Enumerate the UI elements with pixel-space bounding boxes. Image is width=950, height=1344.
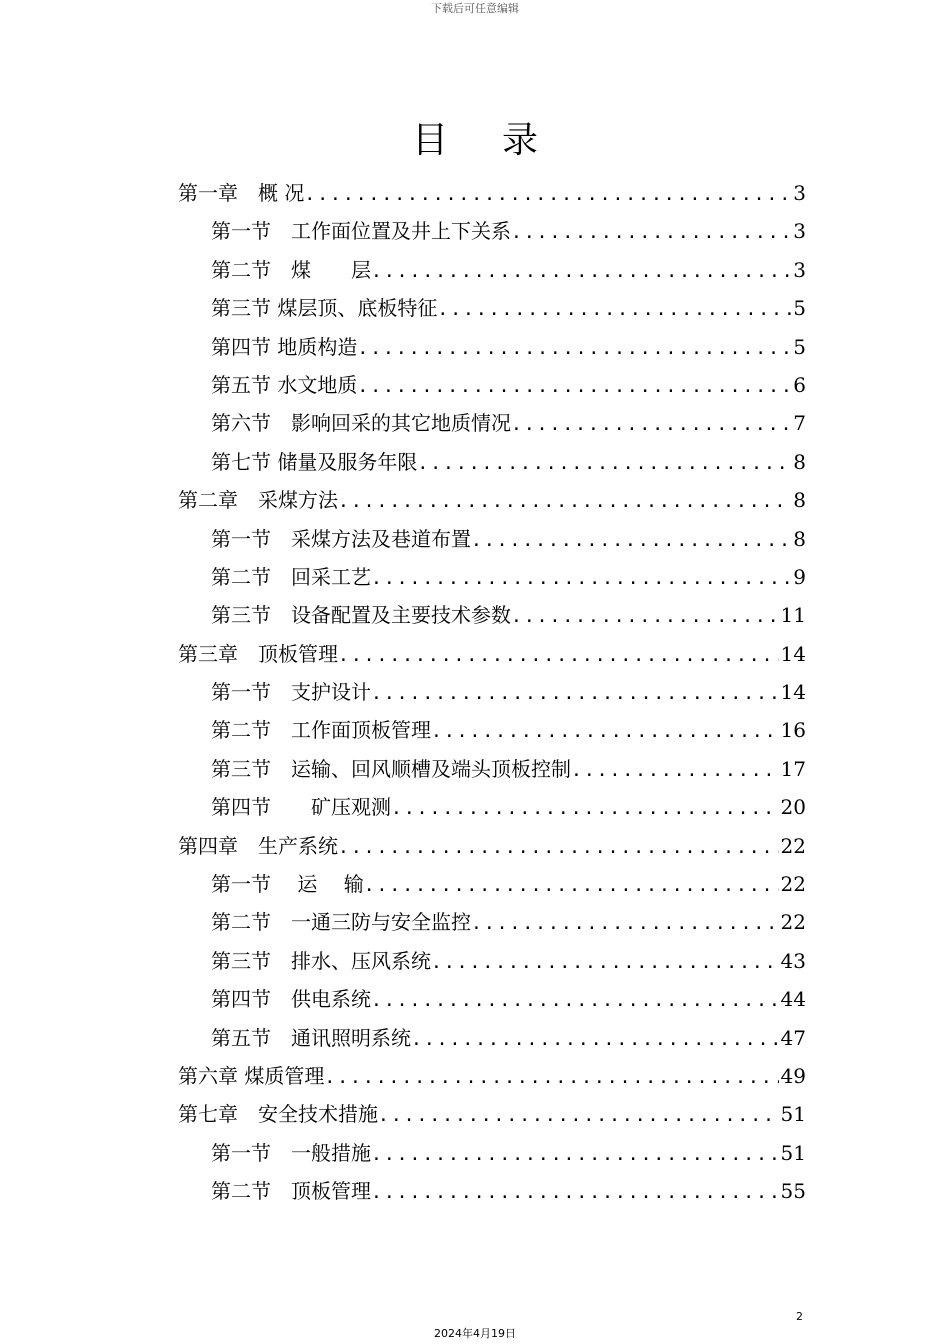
toc-section-entry[interactable] bbox=[178, 520, 806, 558]
toc-entry-title: 第一节 工作面位置及井上下关系 bbox=[211, 219, 511, 244]
toc-section-entry[interactable] bbox=[178, 289, 806, 327]
toc-section-entry[interactable] bbox=[178, 558, 806, 596]
toc-entry-title: 第一节 运 输 bbox=[211, 872, 364, 897]
toc-entry-page: 22 bbox=[780, 872, 806, 897]
toc-chapter-entry[interactable] bbox=[178, 1057, 806, 1095]
toc-entry-page: 14 bbox=[780, 641, 806, 666]
toc-dot-leader bbox=[338, 829, 779, 867]
toc-entry-title: 第二节 煤 层 bbox=[211, 257, 371, 282]
toc-entry-page: 5 bbox=[793, 296, 806, 321]
toc-entry-page: 51 bbox=[780, 1102, 806, 1127]
toc-dot-leader bbox=[371, 675, 779, 713]
toc-entry-title: 第三节 煤层顶、底板特征 bbox=[211, 296, 438, 321]
toc-dot-leader bbox=[431, 713, 779, 751]
toc-dot-leader bbox=[511, 214, 791, 252]
toc-section-entry[interactable] bbox=[178, 366, 806, 404]
toc-entry-title: 第七章 安全技术措施 bbox=[178, 1102, 378, 1127]
toc-entry-title: 第六章 煤质管理 bbox=[178, 1063, 325, 1088]
toc-dot-leader bbox=[471, 522, 791, 560]
toc-entry-title: 第四章 生产系统 bbox=[178, 833, 338, 858]
toc-entry-page: 44 bbox=[780, 987, 806, 1012]
toc-dot-leader bbox=[324, 1059, 778, 1097]
toc-entry-page: 14 bbox=[780, 680, 806, 705]
toc-dot-leader bbox=[378, 1097, 779, 1135]
toc-dot-leader bbox=[511, 406, 791, 444]
toc-entry-title: 第三章 顶板管理 bbox=[178, 641, 338, 666]
toc-dot-leader bbox=[304, 176, 791, 214]
toc-entry-page: 3 bbox=[793, 219, 806, 244]
toc-entry-page: 3 bbox=[793, 257, 806, 282]
toc-entry-page: 17 bbox=[780, 756, 806, 781]
toc-dot-leader bbox=[431, 944, 779, 982]
table-of-contents bbox=[178, 174, 806, 1211]
toc-section-entry[interactable] bbox=[178, 328, 806, 366]
toc-entry-page: 6 bbox=[793, 372, 806, 397]
header-note: 下载后可任意编辑 bbox=[431, 2, 519, 15]
toc-section-entry[interactable] bbox=[178, 750, 806, 788]
toc-entry-page: 51 bbox=[780, 1140, 806, 1165]
toc-entry-page: 20 bbox=[780, 795, 806, 820]
toc-entry-title: 第六节 影响回采的其它地质情况 bbox=[211, 411, 511, 436]
toc-entry-page: 5 bbox=[793, 334, 806, 359]
toc-dot-leader bbox=[391, 790, 779, 828]
toc-section-entry[interactable] bbox=[178, 673, 806, 711]
toc-chapter-entry[interactable] bbox=[178, 1095, 806, 1133]
toc-entry-title: 第二章 采煤方法 bbox=[178, 488, 338, 513]
toc-entry-title: 第三节 设备配置及主要技术参数 bbox=[211, 603, 511, 628]
toc-section-entry[interactable] bbox=[178, 1019, 806, 1057]
toc-dot-leader bbox=[338, 637, 779, 675]
toc-entry-title: 第七节 储量及服务年限 bbox=[211, 449, 418, 474]
toc-entry-title: 第一章 概 况 bbox=[178, 181, 305, 205]
toc-section-entry[interactable] bbox=[178, 443, 806, 481]
toc-entry-page: 55 bbox=[780, 1179, 806, 1204]
toc-entry-title: 第二节 一通三防与安全监控 bbox=[211, 910, 471, 935]
toc-chapter-entry[interactable] bbox=[178, 827, 806, 865]
toc-entry-page: 8 bbox=[793, 526, 806, 551]
toc-dot-leader bbox=[571, 752, 779, 790]
toc-entry-page: 11 bbox=[780, 603, 806, 628]
toc-dot-leader bbox=[371, 1174, 779, 1212]
toc-entry-title: 第二节 顶板管理 bbox=[211, 1179, 371, 1204]
toc-entry-page: 9 bbox=[793, 564, 806, 589]
toc-section-entry[interactable] bbox=[178, 903, 806, 941]
toc-section-entry[interactable] bbox=[178, 942, 806, 980]
toc-dot-leader bbox=[511, 598, 779, 636]
toc-dot-leader bbox=[437, 291, 791, 329]
toc-dot-leader bbox=[471, 905, 779, 943]
toc-chapter-entry[interactable] bbox=[178, 481, 806, 519]
toc-section-entry[interactable] bbox=[178, 865, 806, 903]
toc-entry-page: 49 bbox=[780, 1063, 806, 1088]
toc-entry-title: 第一节 支护设计 bbox=[211, 680, 371, 705]
toc-dot-leader bbox=[371, 982, 779, 1020]
toc-section-entry[interactable] bbox=[178, 251, 806, 289]
toc-dot-leader bbox=[371, 560, 791, 598]
toc-dot-leader bbox=[338, 483, 791, 521]
toc-dot-leader bbox=[411, 1021, 779, 1059]
toc-chapter-entry[interactable] bbox=[178, 174, 806, 212]
footer-date: 2024年4月19日 bbox=[434, 1327, 516, 1340]
toc-entry-title: 第四节 矿压观测 bbox=[211, 795, 391, 820]
toc-entry-page: 7 bbox=[793, 411, 806, 436]
toc-entry-title: 第一节 采煤方法及巷道布置 bbox=[211, 526, 471, 551]
toc-entry-page: 43 bbox=[780, 948, 806, 973]
toc-entry-page: 16 bbox=[780, 718, 806, 743]
toc-entry-title: 第五节 通讯照明系统 bbox=[211, 1025, 411, 1050]
toc-section-entry[interactable] bbox=[178, 596, 806, 634]
toc-chapter-entry[interactable] bbox=[178, 635, 806, 673]
toc-entry-page: 3 bbox=[793, 181, 806, 205]
toc-section-entry[interactable] bbox=[178, 212, 806, 250]
toc-section-entry[interactable] bbox=[178, 1172, 806, 1210]
toc-entry-title: 第五节 水文地质 bbox=[211, 372, 358, 397]
toc-dot-leader bbox=[364, 867, 779, 905]
toc-entry-title: 第四节 供电系统 bbox=[211, 987, 371, 1012]
toc-dot-leader bbox=[357, 330, 791, 368]
toc-dot-leader bbox=[357, 368, 791, 406]
toc-entry-title: 第三节 运输、回风顺槽及端头顶板控制 bbox=[211, 756, 571, 781]
toc-section-entry[interactable] bbox=[178, 1134, 806, 1172]
toc-section-entry[interactable] bbox=[178, 711, 806, 749]
toc-section-entry[interactable] bbox=[178, 980, 806, 1018]
toc-entry-title: 第四节 地质构造 bbox=[211, 334, 358, 359]
toc-entry-page: 8 bbox=[793, 449, 806, 474]
toc-dot-leader bbox=[371, 253, 791, 291]
toc-entry-page: 47 bbox=[780, 1025, 806, 1050]
toc-entry-title: 第三节 排水、压风系统 bbox=[211, 948, 431, 973]
page-number: 2 bbox=[796, 1310, 803, 1323]
toc-section-entry[interactable] bbox=[178, 404, 806, 442]
toc-entry-page: 22 bbox=[780, 910, 806, 935]
toc-entry-page: 8 bbox=[793, 488, 806, 513]
toc-dot-leader bbox=[371, 1136, 779, 1174]
toc-dot-leader bbox=[417, 445, 791, 483]
toc-entry-title: 第二节 工作面顶板管理 bbox=[211, 718, 431, 743]
toc-title: 目录 bbox=[411, 120, 592, 161]
toc-entry-page: 22 bbox=[780, 833, 806, 858]
toc-section-entry[interactable] bbox=[178, 788, 806, 826]
toc-entry-title: 第二节 回采工艺 bbox=[211, 564, 371, 589]
toc-entry-title: 第一节 一般措施 bbox=[211, 1140, 371, 1165]
